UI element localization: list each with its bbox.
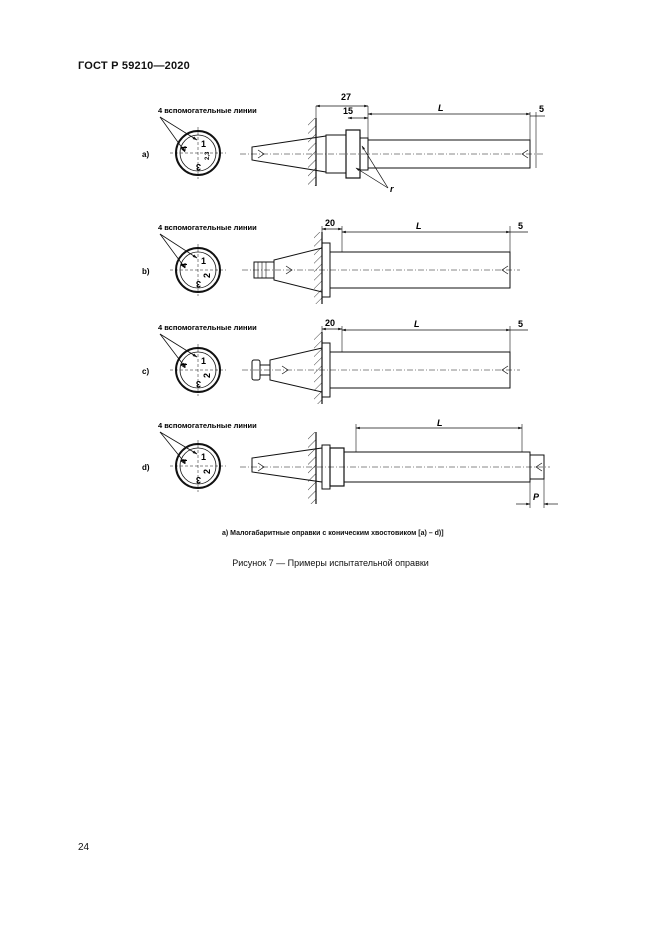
dim-5-a: 5 [539,104,545,114]
row-a [142,92,545,194]
dim-20-b: 20 [325,218,336,228]
dim-27-a: 27 [341,92,352,102]
row-label-d: d) [142,463,150,472]
aux-lines-label-a: 4 вспомогательные линии [158,106,257,115]
dim-p-d: P [533,492,540,502]
row-d [142,418,558,508]
radius-label-a: r [390,184,394,194]
circle-n2-a: 2,3 [205,151,211,160]
circle-n3-c: 3 [195,379,201,389]
circle-n2-b: 2 [202,272,212,278]
dim-l-c: L [414,319,420,329]
row-b [142,218,528,304]
circle-n3-b: 3 [195,279,201,289]
aux-lines-label-d: 4 вспомогательные линии [158,421,257,430]
dim-5-c: 5 [518,319,524,329]
circle-n1-a: 1 [201,139,207,149]
circle-n4-c: 4 [179,362,189,368]
circle-n4-a: 4 [179,145,189,151]
circle-n1-d: 1 [201,452,207,462]
aux-lines-label-b: 4 вспомогательные линии [158,223,257,232]
row-label-b: b) [142,267,150,276]
circle-n4-d: 4 [179,458,189,464]
figure-caption: Рисунок 7 — Примеры испытательной оправки [232,558,429,568]
dim-l-b: L [416,221,422,231]
document-header: ГОСТ Р 59210—2020 [78,60,190,72]
circle-n2-d: 2 [202,468,212,474]
circle-n3-d: 3 [195,475,201,485]
aux-lines-label-c: 4 вспомогательные линии [158,323,257,332]
dim-l-a: L [438,103,444,113]
dim-l-d: L [437,418,443,428]
circle-n3-a: 3 [195,162,201,172]
circle-n1-c: 1 [201,356,207,366]
row-c [142,318,528,404]
figure-subcaption: a) Малогабаритные оправки с коническим хвостовиком [a) – d)] [222,530,444,537]
page-number: 24 [78,842,90,853]
circle-n1-b: 1 [201,256,207,266]
dim-5-b: 5 [518,221,524,231]
circle-n2-c: 2 [202,372,212,378]
row-label-c: c) [142,367,150,376]
dim-15-a: 15 [343,106,354,116]
row-label-a: a) [142,150,150,159]
dim-20-c: 20 [325,318,336,328]
circle-n4-b: 4 [179,262,189,268]
